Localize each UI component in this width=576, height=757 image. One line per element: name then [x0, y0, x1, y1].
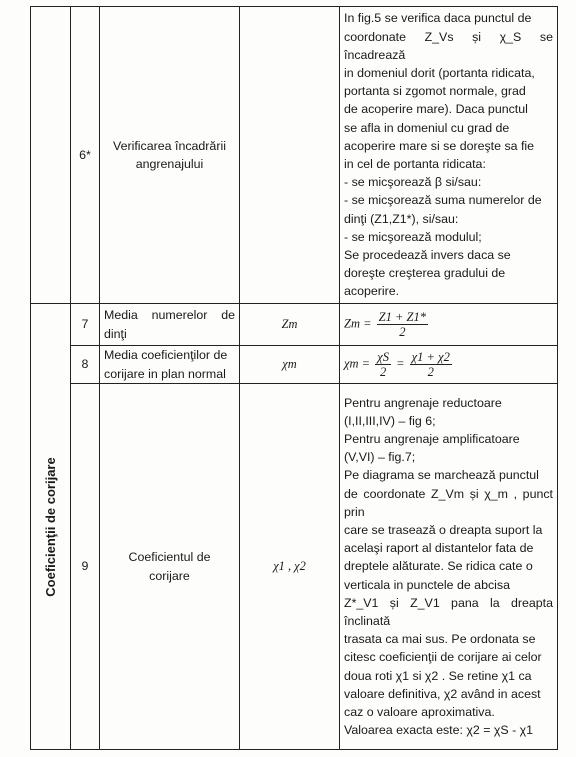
desc-line: Se procedează invers daca se	[344, 248, 511, 263]
group-cell	[31, 304, 71, 750]
row-name	[100, 304, 240, 346]
row-symbol: χ1 , χ2	[240, 384, 340, 750]
desc-line: (V,VI) – fig.7;	[344, 450, 416, 465]
desc-line: in cel de portanta ridicata:	[344, 157, 486, 171]
desc-line: se afla in domeniul cu grad de	[344, 120, 510, 135]
desc-line: de coordonate Z_Vm și χ_m , punct prin	[344, 486, 553, 519]
row-formula	[340, 304, 558, 346]
row-description	[340, 7, 558, 304]
fraction-denominator: 2	[399, 325, 406, 339]
table-row-9	[31, 384, 558, 750]
table-row-6	[31, 7, 558, 304]
group-label: Coeficienţii de corijare	[42, 456, 58, 597]
desc-line: acelaşi raport al distantelor fata de	[344, 541, 534, 556]
desc-line: trasata ca mai sus. Pe ordonata se	[344, 632, 536, 647]
table-row-7	[31, 304, 558, 346]
row-formula	[340, 346, 558, 384]
desc-line: Pentru angrenaje amplificatoare	[344, 431, 520, 446]
desc-line: Z*_V1 și Z_V1 pana la dreapta înclinată	[344, 595, 553, 628]
formula-lhs: Zm =	[344, 316, 372, 331]
table-row-8	[31, 346, 558, 384]
row-number: 7	[71, 304, 100, 346]
row-symbol: χm	[240, 346, 340, 384]
desc-line: - se micşorează modulul;	[344, 229, 482, 244]
name-line: dinţi	[104, 326, 127, 341]
desc-line: doreşte creşterea gradului de	[344, 266, 506, 281]
desc-line: coordonate Z_Vs și χ_S se încadrează	[344, 29, 553, 62]
formula-equals: =	[396, 356, 405, 371]
name-line: Media numerelor de	[104, 308, 235, 323]
desc-line: portanta si zgomot normale, grad	[344, 84, 526, 99]
fraction	[375, 350, 391, 379]
fraction-numerator: χ1 + χ2	[411, 350, 450, 364]
name-line: Coeficientul de	[128, 550, 211, 565]
row-number: 6*	[71, 7, 100, 304]
fraction	[410, 350, 452, 379]
fraction-denominator: 2	[427, 365, 434, 379]
specification-table	[30, 6, 558, 750]
row-symbol	[240, 7, 340, 304]
row-number: 9	[71, 384, 100, 750]
name-line: corijare in plan normal	[104, 366, 226, 381]
desc-line: in domeniul dorit (portanta ridicata,	[344, 65, 535, 80]
formula	[344, 306, 553, 343]
fraction-denominator: 2	[379, 365, 387, 379]
desc-line: dinţi (Z1,Z1*), si/sau:	[344, 211, 459, 226]
formula-lhs: χm =	[344, 356, 371, 371]
fraction	[377, 310, 428, 339]
desc-line: In fig.5 se verifica daca punctul de	[344, 11, 532, 26]
desc-line: (I,II,III,IV) – fig 6;	[344, 413, 436, 428]
desc-line: caz o valoare aproximativa.	[344, 705, 495, 720]
row-name: Verificarea încadrării angrenajului	[100, 7, 240, 304]
desc-line: dreptele alăturate. Se ridica cate o	[344, 559, 533, 574]
group-cell-empty	[31, 7, 71, 304]
name-line: Media coeficienţilor de	[104, 348, 228, 363]
desc-line: - se micşorează β si/sau:	[344, 175, 482, 190]
desc-line: - se micşorează suma numerelor de	[344, 193, 542, 208]
desc-line: valoare definitiva, χ2 având in acest	[344, 686, 541, 701]
desc-line: Pentru angrenaje reductoare	[344, 395, 502, 410]
desc-line: care se trasează o dreapta suport la	[344, 522, 543, 537]
row-name	[100, 346, 240, 384]
formula	[344, 346, 553, 383]
desc-line: doua roti χ1 si χ2 . Se retine χ1 ca	[344, 668, 532, 683]
desc-line: citesc coeficienţii de corijare ai celor	[344, 650, 542, 665]
fraction-numerator: Z1 + Z1*	[378, 310, 427, 324]
row-description	[340, 384, 558, 750]
row-name	[100, 384, 240, 750]
desc-line: de acoperire mare). Daca punctul	[344, 102, 528, 117]
name-line: corijare	[149, 568, 190, 583]
desc-line: Valoarea exacta este: χ2 = χS - χ1	[344, 723, 534, 738]
desc-line: verticala in punctele de abcisa	[344, 577, 510, 592]
desc-line: acoperire.	[344, 284, 400, 299]
row-number: 8	[71, 346, 100, 384]
fraction-numerator: χS	[377, 350, 389, 364]
desc-line: acoperire mare si se doreşte sa fie	[344, 138, 535, 153]
row-symbol: Zm	[240, 304, 340, 346]
desc-line: Pe diagrama se marchează punctul	[344, 468, 539, 483]
